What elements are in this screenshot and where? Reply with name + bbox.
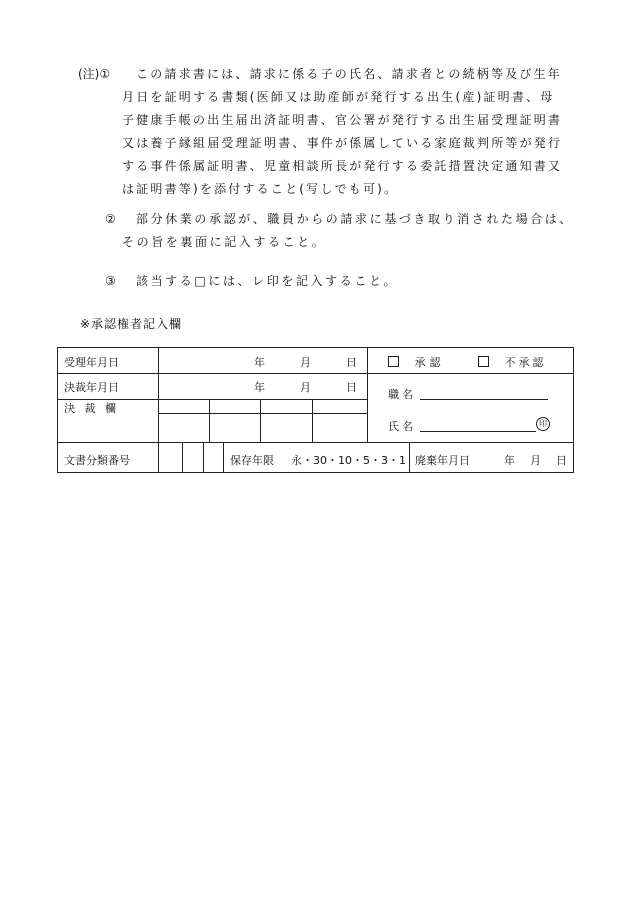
receipt-date-label: 受理年月日 bbox=[64, 356, 119, 369]
decision-col-3 bbox=[312, 399, 313, 442]
reject-checkbox[interactable] bbox=[478, 356, 489, 367]
name-label: 氏名 bbox=[388, 420, 416, 433]
note-1-line-5: する事件係属証明書、児童相談所長が発行する委託措置決定通知書又 bbox=[122, 159, 563, 173]
retention-values: 永・30・10・5・3・1 bbox=[291, 454, 406, 467]
note-3-line-1: 該当する□には、レ印を記入すること。 bbox=[136, 274, 399, 288]
docnum-col-1 bbox=[182, 442, 183, 472]
decision-col-1 bbox=[209, 399, 210, 442]
decision-date-label: 決裁年月日 bbox=[64, 381, 119, 394]
doc-class-label: 文書分類番号 bbox=[64, 454, 130, 467]
approve-checkbox[interactable] bbox=[388, 356, 399, 367]
seal-mark: 印 bbox=[536, 417, 550, 431]
decision-month-unit: 月 bbox=[300, 381, 311, 394]
note-1-line-3: 子健康手帳の出生届出済証明書、官公署が発行する出生届受理証明書 bbox=[122, 113, 563, 127]
decision-column-label: 決 裁 欄 bbox=[64, 402, 119, 415]
receipt-day-unit: 日 bbox=[346, 356, 357, 369]
note-1-line-6: は証明書等)を添付すること(写しでも可)。 bbox=[122, 182, 399, 196]
decision-grid-divider bbox=[158, 413, 367, 414]
receipt-month-unit: 月 bbox=[300, 356, 311, 369]
row-divider-1 bbox=[58, 373, 573, 374]
retention-col-divider bbox=[409, 442, 410, 472]
note-2-line-1: 部分休業の承認が、職員からの請求に基づき取り消された場合は、 bbox=[136, 212, 575, 226]
note-2-number: ② bbox=[105, 212, 116, 226]
disposal-day-unit: 日 bbox=[556, 454, 567, 467]
receipt-year-unit: 年 bbox=[254, 356, 265, 369]
note-1-line-1: この請求書には、請求に係る子の氏名、請求者との続柄等及び生年 bbox=[136, 67, 563, 81]
row-divider-3 bbox=[58, 442, 573, 443]
retention-label: 保存年限 bbox=[230, 454, 274, 467]
note-3-number: ③ bbox=[105, 274, 116, 288]
approval-table bbox=[57, 347, 574, 473]
note-1-line-2: 月日を証明する書類(医師又は助産師が発行する出生(産)証明書、母 bbox=[122, 90, 555, 104]
title-label: 職名 bbox=[388, 388, 416, 401]
disposal-label: 廃棄年月日 bbox=[415, 454, 470, 467]
title-underline bbox=[420, 399, 548, 400]
reject-label: 不承認 bbox=[504, 356, 547, 369]
disposal-year-unit: 年 bbox=[504, 454, 515, 467]
decision-day-unit: 日 bbox=[346, 381, 357, 394]
note-1-line-4: 又は養子縁組届受理証明書、事件が係属している家庭裁判所等が発行 bbox=[122, 136, 563, 150]
reject-option[interactable] bbox=[478, 354, 547, 370]
docnum-col-2 bbox=[203, 442, 204, 472]
decision-year-unit: 年 bbox=[254, 381, 265, 394]
disposal-month-unit: 月 bbox=[530, 454, 541, 467]
notes-prefix: (注) bbox=[78, 67, 100, 81]
docnum-col-3 bbox=[223, 442, 224, 472]
label-col-divider bbox=[158, 348, 159, 472]
approve-option[interactable] bbox=[388, 354, 445, 370]
approve-label: 承認 bbox=[414, 356, 445, 369]
note-1-number: ① bbox=[99, 67, 111, 81]
decision-col-2 bbox=[260, 399, 261, 442]
note-1-lead bbox=[78, 63, 110, 86]
name-underline bbox=[420, 431, 536, 432]
note-2-line-2: その旨を裏面に記入すること。 bbox=[122, 235, 327, 249]
right-block-divider bbox=[367, 348, 368, 442]
approver-section-heading: ※承認権者記入欄 bbox=[80, 317, 183, 331]
